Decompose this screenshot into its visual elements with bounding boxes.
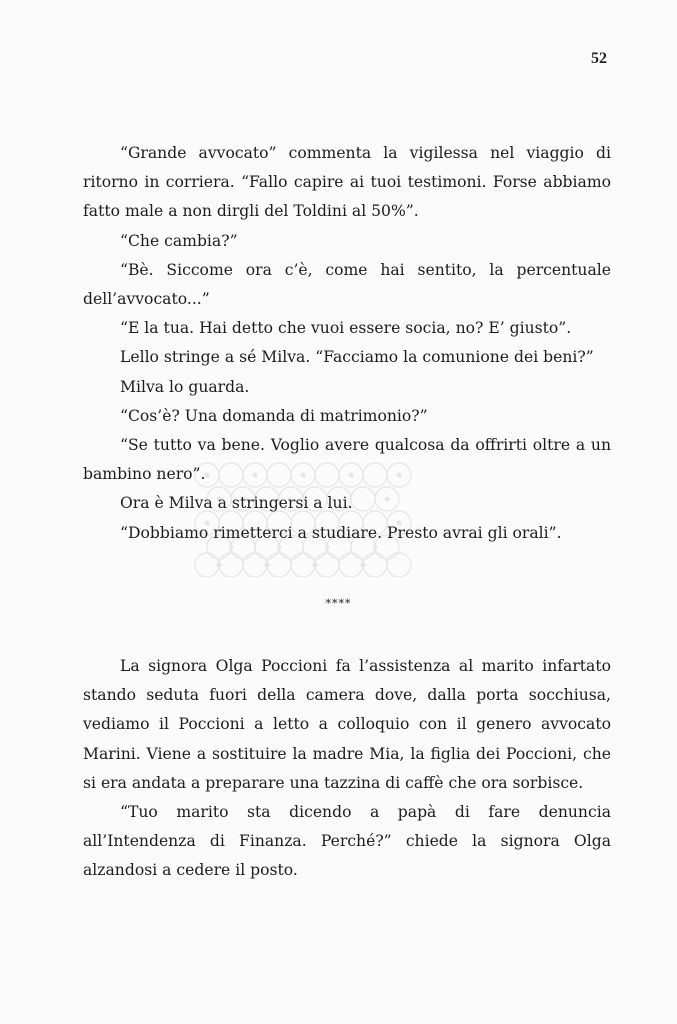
stamp-row	[195, 553, 411, 577]
paragraph: “Dobbiamo rimetterci a studiare. Presto avrai gli orali”.	[120, 523, 562, 542]
paragraph: “Grande avvocato” commenta la vigilessa nel viaggio di ritorno in corriera. “Fallo capire ai tuoi testimoni. Forse abbiamo fatto male a non dirgli del Toldini al 50%”.	[83, 144, 611, 221]
paragraph: “Se tutto va bene. Voglio avere qualcosa da offrirti oltre a un bambino nero”.	[83, 436, 611, 484]
section-separator: ****	[325, 597, 352, 610]
narrative-section	[83, 652, 611, 886]
paragraph: “E la tua. Hai detto che vuoi essere socia, no? E’ giusto”.	[120, 319, 572, 338]
paragraph: “Bè. Siccome ora c’è, come hai sentito, la percentuale dell’avvocato...”	[83, 260, 611, 309]
paragraph: La signora Olga Poccioni fa l’assistenza al marito infartato stando seduta fuori della camera dove, dalla porta socchiusa, vediamo il Poccioni a letto a colloquio con il genero avvocato Marini. Viene a sostituire la madre Mia, la figlia dei Poccioni, che si era andata a preparare una tazzina di caffè che ora sorbisce.	[83, 657, 611, 792]
paragraph: Milva lo guarda.	[120, 377, 250, 396]
paragraph: “Cos’è? Una domanda di matrimonio?”	[120, 406, 428, 425]
paragraph: “Che cambia?”	[120, 231, 238, 250]
dialogue-section	[83, 139, 611, 548]
paragraph: “Tuo marito sta dicendo a papà di fare denuncia all’Intendenza di Finanza. Perché?” chiede la signora Olga alzandosi a cedere il posto.	[83, 803, 611, 880]
page-number: 52	[591, 50, 607, 67]
paragraph: Lello stringe a sé Milva. “Facciamo la comunione dei beni?”	[120, 348, 594, 367]
paragraph: Ora è Milva a stringersi a lui.	[120, 494, 353, 513]
